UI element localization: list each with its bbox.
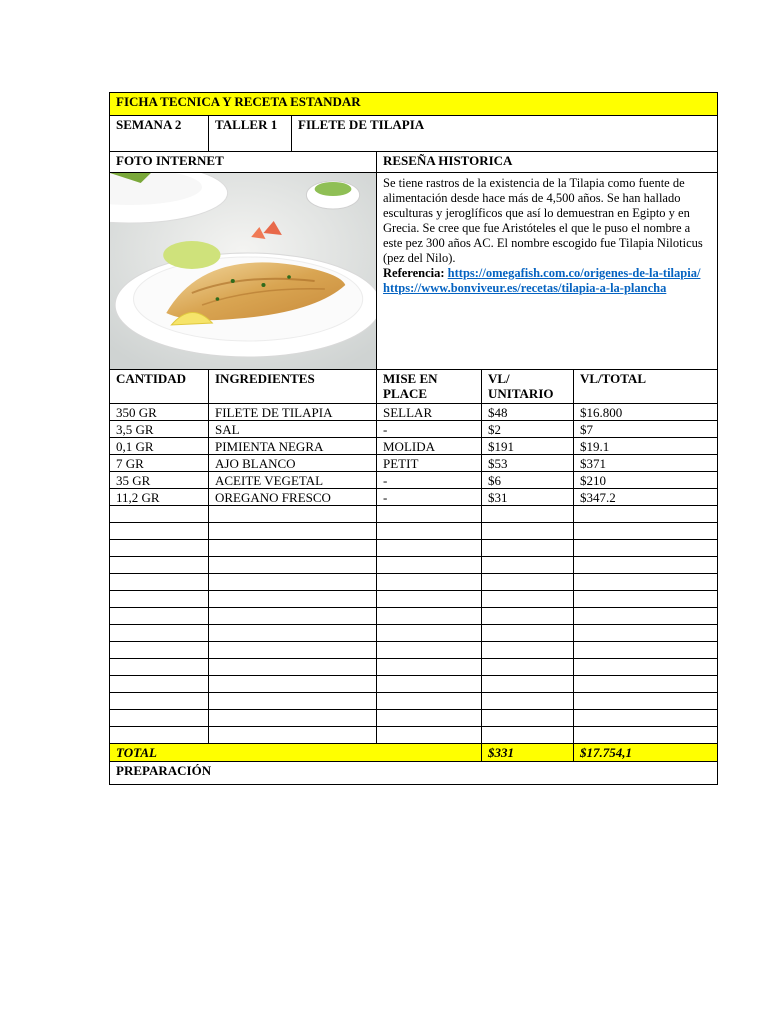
empty-row xyxy=(110,574,718,591)
ingredient-total-value: $16.800 xyxy=(574,404,718,421)
empty-row xyxy=(110,676,718,693)
ingredient-qty: 11,2 GR xyxy=(110,489,209,506)
ingredient-total-value: $371 xyxy=(574,455,718,472)
ingredient-unit-value: $53 xyxy=(482,455,574,472)
reference-link-omegafish[interactable]: https://omegafish.com.co/origenes-de-la-tilapia/ xyxy=(447,266,701,280)
dish-name: FILETE DE TILAPIA xyxy=(292,116,718,152)
ingredient-name: OREGANO FRESCO xyxy=(209,489,377,506)
empty-row xyxy=(110,523,718,540)
ingredient-total-value: $7 xyxy=(574,421,718,438)
empty-row xyxy=(110,557,718,574)
ingredient-unit-value: $31 xyxy=(482,489,574,506)
ingredient-qty: 35 GR xyxy=(110,472,209,489)
empty-row xyxy=(110,591,718,608)
preparation-label: PREPARACIÓN xyxy=(110,762,718,785)
empty-row xyxy=(110,659,718,676)
sheet-title: FICHA TECNICA Y RECETA ESTANDAR xyxy=(110,93,718,116)
ingredient-unit-value: $48 xyxy=(482,404,574,421)
ingredient-mise: MOLIDA xyxy=(377,438,482,455)
total-row xyxy=(110,744,718,762)
ingredient-unit-value: $191 xyxy=(482,438,574,455)
empty-row xyxy=(110,506,718,523)
ingredient-row xyxy=(110,404,718,421)
empty-row xyxy=(110,540,718,557)
ingredient-qty: 350 GR xyxy=(110,404,209,421)
workshop-cell: TALLER 1 xyxy=(209,116,292,152)
ingredient-qty: 3,5 GR xyxy=(110,421,209,438)
ingredient-mise: - xyxy=(377,421,482,438)
ingredient-name: SAL xyxy=(209,421,377,438)
ingredient-qty: 0,1 GR xyxy=(110,438,209,455)
ingredient-total-value: $19.1 xyxy=(574,438,718,455)
empty-row xyxy=(110,625,718,642)
history-text-cell xyxy=(377,173,718,370)
ingredient-mise: PETIT xyxy=(377,455,482,472)
ingredient-row xyxy=(110,438,718,455)
col-unit: VL/ UNITARIO xyxy=(482,370,574,404)
empty-row xyxy=(110,710,718,727)
ingredient-row xyxy=(110,489,718,506)
ingredient-row xyxy=(110,421,718,438)
ingredient-name: AJO BLANCO xyxy=(209,455,377,472)
total-unit-value: $331 xyxy=(482,744,574,762)
empty-row xyxy=(110,608,718,625)
empty-row xyxy=(110,727,718,744)
empty-row xyxy=(110,642,718,659)
ingredient-unit-value: $2 xyxy=(482,421,574,438)
dish-photo xyxy=(110,173,377,370)
ingredient-total-value: $347.2 xyxy=(574,489,718,506)
photo-header: FOTO INTERNET xyxy=(110,152,377,173)
history-text: Se tiene rastros de la existencia de la Tilapia como fuente de alimentación desde hace más de 4,500 años. Se han hallado esculturas y jeroglíficos que así lo demuestran en Egipto y en Grecia. Se cree que fue Aristóteles el que le puso el nombre a este pez 300 años AC. El nombre escogido fue Tilapia Niloticus (pez del Nilo). xyxy=(383,176,703,265)
ingredient-total-value: $210 xyxy=(574,472,718,489)
ingredient-mise: SELLAR xyxy=(377,404,482,421)
ingredient-row xyxy=(110,455,718,472)
ingredient-name: PIMIENTA NEGRA xyxy=(209,438,377,455)
empty-row xyxy=(110,693,718,710)
total-value: $17.754,1 xyxy=(574,744,718,762)
recipe-sheet xyxy=(109,92,718,785)
ingredient-name: FILETE DE TILAPIA xyxy=(209,404,377,421)
ingredient-row xyxy=(110,472,718,489)
ingredient-qty: 7 GR xyxy=(110,455,209,472)
ingredient-name: ACEITE VEGETAL xyxy=(209,472,377,489)
ingredient-unit-value: $6 xyxy=(482,472,574,489)
col-mise: MISE EN PLACE xyxy=(377,370,482,404)
reference-label: Referencia: xyxy=(383,266,445,280)
week-cell: SEMANA 2 xyxy=(110,116,209,152)
col-quantity: CANTIDAD xyxy=(110,370,209,404)
ingredient-mise: - xyxy=(377,472,482,489)
ingredient-mise: - xyxy=(377,489,482,506)
tilapia-plate-image xyxy=(110,173,376,369)
col-total: VL/TOTAL xyxy=(574,370,718,404)
total-label: TOTAL xyxy=(110,744,482,762)
reference-link-bonviveur[interactable]: https://www.bonviveur.es/recetas/tilapia-a-la-plancha xyxy=(383,281,667,295)
col-ingredients: INGREDIENTES xyxy=(209,370,377,404)
history-header: RESEÑA HISTORICA xyxy=(377,152,718,173)
